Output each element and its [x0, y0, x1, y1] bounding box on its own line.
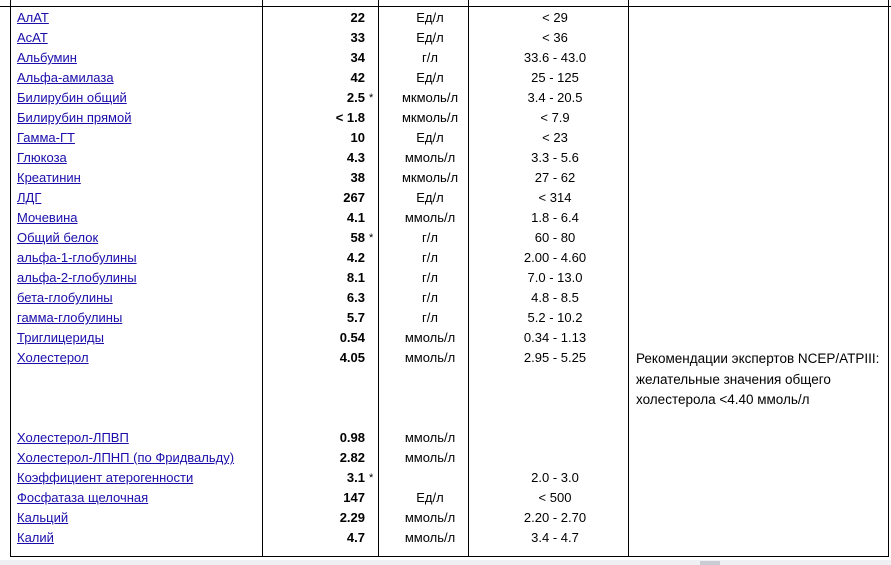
comment-cell — [635, 168, 891, 188]
out-of-range-flag — [369, 528, 385, 548]
comment-cell — [635, 448, 891, 468]
test-value: 0.54 — [339, 330, 365, 345]
out-of-range-flag — [369, 288, 385, 308]
test-unit: ммоль/л — [404, 330, 456, 345]
test-value: 4.1 — [346, 210, 365, 225]
out-of-range-flag — [369, 128, 385, 148]
reference-range: 4.8 - 8.5 — [531, 290, 579, 305]
table-row — [10, 468, 891, 488]
reference-range: 5.2 - 10.2 — [527, 310, 583, 325]
test-name-cell — [10, 288, 269, 308]
out-of-range-flag — [369, 68, 385, 88]
reference-range: 7.0 - 13.0 — [527, 270, 583, 285]
reference-range: < 29 — [542, 10, 568, 25]
comment-cell — [635, 328, 891, 348]
comment-cell — [635, 208, 891, 228]
test-name-link[interactable]: Альбумин — [17, 50, 77, 65]
comment-cell — [635, 268, 891, 288]
out-of-range-flag — [369, 308, 385, 328]
table-row — [10, 48, 891, 68]
test-name-link[interactable]: альфа-2-глобулины — [17, 270, 137, 285]
test-name-cell — [10, 248, 269, 268]
test-value: 58 — [350, 230, 365, 245]
table-row — [10, 188, 891, 208]
reference-range: 3.4 - 20.5 — [527, 90, 583, 105]
test-name-cell — [10, 188, 269, 208]
reference-range: < 23 — [542, 130, 568, 145]
comment-cell — [635, 148, 891, 168]
out-of-range-flag — [369, 488, 385, 508]
table-row — [10, 448, 891, 468]
comment-cell — [635, 468, 891, 488]
table-row — [10, 488, 891, 508]
test-name-cell — [10, 428, 269, 448]
test-value: 8.1 — [346, 270, 365, 285]
table-row — [10, 248, 891, 268]
comment-cell — [635, 128, 891, 148]
test-name-link[interactable]: Билирубин общий — [17, 90, 127, 105]
test-value: < 1.8 — [335, 110, 365, 125]
out-of-range-flag — [369, 188, 385, 208]
comment-cell — [635, 88, 891, 108]
test-value: 3.1 — [346, 470, 365, 485]
test-name-link[interactable]: Креатинин — [17, 170, 81, 185]
reference-range — [475, 448, 635, 468]
test-name-link[interactable]: Калий — [17, 530, 54, 545]
out-of-range-flag: * — [369, 92, 374, 104]
test-unit: г/л — [422, 290, 438, 305]
test-name-link[interactable]: Билирубин прямой — [17, 110, 132, 125]
test-unit: г/л — [422, 270, 438, 285]
comment-cell — [635, 248, 891, 268]
test-value: 4.3 — [346, 150, 365, 165]
table-row — [10, 508, 891, 528]
test-value: 0.98 — [339, 430, 365, 445]
test-name-cell — [10, 448, 269, 468]
test-value: 22 — [350, 10, 365, 25]
test-name-cell — [10, 528, 269, 548]
table-row — [10, 528, 891, 548]
comment-cell — [635, 508, 891, 528]
test-name-link[interactable]: АсАТ — [17, 30, 48, 45]
test-unit: ммоль/л — [404, 530, 456, 545]
out-of-range-flag — [369, 448, 385, 468]
reference-range — [475, 428, 635, 448]
table-row — [10, 268, 891, 288]
reference-range: 27 - 62 — [534, 170, 576, 185]
test-name-link[interactable]: Триглицериды — [17, 330, 104, 345]
test-unit: ммоль/л — [404, 430, 456, 445]
test-unit: Ед/л — [416, 70, 444, 85]
test-name-cell — [10, 488, 269, 508]
test-unit — [385, 468, 475, 488]
table-row — [10, 328, 891, 348]
comment-cell — [635, 528, 891, 548]
test-name-cell — [10, 468, 269, 488]
reference-range: < 36 — [542, 30, 568, 45]
test-value: 10 — [350, 130, 365, 145]
test-name-cell — [10, 28, 269, 48]
test-unit: ммоль/л — [404, 150, 456, 165]
reference-range: < 314 — [538, 190, 572, 205]
test-value: 4.05 — [339, 350, 365, 365]
test-name-cell — [10, 88, 269, 108]
table-row — [10, 148, 891, 168]
table-row — [10, 308, 891, 328]
reference-range: 3.3 - 5.6 — [531, 150, 579, 165]
results-table — [10, 8, 891, 548]
test-value: 2.29 — [339, 510, 365, 525]
test-value: 267 — [343, 190, 365, 205]
test-unit: мкмоль/л — [401, 170, 459, 185]
test-name-link[interactable]: Общий белок — [17, 230, 99, 245]
comment-cell — [635, 108, 891, 128]
test-name-cell — [10, 228, 269, 248]
test-name-link[interactable]: АлАТ — [17, 10, 49, 25]
test-name-link[interactable]: Гамма-ГТ — [17, 130, 75, 145]
out-of-range-flag — [369, 148, 385, 168]
out-of-range-flag — [369, 28, 385, 48]
test-name-link[interactable]: Альфа-амилаза — [17, 70, 114, 85]
test-name-link[interactable]: Глюкоза — [17, 150, 67, 165]
test-unit: г/л — [422, 310, 438, 325]
out-of-range-flag — [369, 508, 385, 528]
test-name-link[interactable]: альфа-1-глобулины — [17, 250, 137, 265]
test-name-cell — [10, 328, 269, 348]
table-row — [10, 8, 891, 28]
test-unit: г/л — [422, 230, 438, 245]
test-name-cell — [10, 48, 269, 68]
reference-range: 2.95 - 5.25 — [523, 350, 587, 365]
out-of-range-flag — [369, 328, 385, 348]
test-unit: мкмоль/л — [401, 90, 459, 105]
reference-range: 60 - 80 — [534, 230, 576, 245]
test-unit: ммоль/л — [404, 210, 456, 225]
reference-range: 3.4 - 4.7 — [531, 530, 579, 545]
out-of-range-flag — [369, 428, 385, 448]
test-value: 34 — [350, 50, 365, 65]
out-of-range-flag — [369, 248, 385, 268]
test-value: 4.2 — [346, 250, 365, 265]
test-value: 2.5 — [346, 90, 365, 105]
test-value: 5.7 — [346, 310, 365, 325]
test-unit: Ед/л — [416, 130, 444, 145]
out-of-range-flag: * — [369, 472, 374, 484]
test-name-cell — [10, 168, 269, 188]
reference-range: 2.20 - 2.70 — [523, 510, 587, 525]
cholesterol-recommendation-note: Рекомендации экспертов NCEP/ATPIII: желательные значения общего холестерола <4.40 ммоль/л — [636, 351, 880, 407]
test-name-cell — [10, 208, 269, 228]
table-row — [10, 108, 891, 128]
test-value: 2.82 — [339, 450, 365, 465]
test-name-link[interactable]: Холестерол-ЛПНП (по Фридвальду) — [17, 450, 235, 465]
table-row — [10, 28, 891, 48]
test-value: 147 — [343, 490, 365, 505]
reference-range: 33.6 - 43.0 — [523, 50, 587, 65]
test-unit: г/л — [422, 250, 438, 265]
reference-range: < 7.9 — [540, 110, 570, 125]
test-unit: Ед/л — [416, 30, 444, 45]
reference-range: 2.00 - 4.60 — [523, 250, 587, 265]
reference-range: 1.8 - 6.4 — [531, 210, 579, 225]
out-of-range-flag — [369, 108, 385, 128]
test-name-link[interactable]: Фосфатаза щелочная — [17, 490, 149, 505]
comment-cell — [635, 28, 891, 48]
comment-cell — [635, 48, 891, 68]
test-name-link[interactable]: бета-глобулины — [17, 290, 113, 305]
reference-range: 0.34 - 1.13 — [523, 330, 587, 345]
table-row — [10, 128, 891, 148]
comment-cell — [635, 68, 891, 88]
table-bottom-border — [10, 556, 889, 557]
table-row — [10, 88, 891, 108]
comment-cell — [635, 8, 891, 28]
table-top-border — [0, 0, 891, 7]
out-of-range-flag — [369, 348, 385, 368]
table-row — [10, 208, 891, 228]
test-unit: ммоль/л — [404, 450, 456, 465]
test-name-link[interactable]: Кальций — [17, 510, 69, 525]
test-unit: г/л — [422, 50, 438, 65]
out-of-range-flag — [369, 168, 385, 188]
comment-cell — [635, 428, 891, 448]
test-value: 6.3 — [346, 290, 365, 305]
comment-cell — [635, 288, 891, 308]
test-name-link[interactable]: ЛДГ — [17, 190, 42, 205]
test-unit: Ед/л — [416, 190, 444, 205]
test-name-link[interactable]: Холестерол — [17, 350, 89, 365]
test-name-cell — [10, 308, 269, 328]
test-name-link[interactable]: Холестерол-ЛПВП — [17, 430, 129, 445]
test-unit: Ед/л — [416, 490, 444, 505]
table-row — [10, 428, 891, 448]
out-of-range-flag — [369, 268, 385, 288]
out-of-range-flag — [369, 208, 385, 228]
test-name-cell — [10, 268, 269, 288]
test-name-cell — [10, 128, 269, 148]
test-value: 42 — [350, 70, 365, 85]
table-row — [10, 228, 891, 248]
test-value: 4.7 — [346, 530, 365, 545]
comment-cell — [635, 308, 891, 328]
test-name-link[interactable]: гамма-глобулины — [17, 310, 123, 325]
test-name-cell — [10, 108, 269, 128]
out-of-range-flag — [369, 48, 385, 68]
table-row — [10, 68, 891, 88]
out-of-range-flag: * — [369, 232, 374, 244]
table-row — [10, 168, 891, 188]
test-name-link[interactable]: Мочевина — [17, 210, 78, 225]
test-unit: Ед/л — [416, 10, 444, 25]
test-name-link[interactable]: Коэффициент атерогенности — [17, 470, 194, 485]
reference-range: 2.0 - 3.0 — [531, 470, 579, 485]
comment-cell — [635, 228, 891, 248]
table-row — [10, 288, 891, 308]
comment-cell — [635, 188, 891, 208]
reference-range: 25 - 125 — [531, 70, 579, 85]
out-of-range-flag — [369, 8, 385, 28]
test-name-cell — [10, 68, 269, 88]
scrollbar-track[interactable] — [0, 560, 891, 565]
test-unit: мкмоль/л — [401, 110, 459, 125]
test-name-cell — [10, 148, 269, 168]
test-unit: ммоль/л — [404, 510, 456, 525]
test-name-cell — [10, 348, 269, 368]
test-name-cell — [10, 8, 269, 28]
test-unit: ммоль/л — [404, 350, 456, 365]
test-value: 38 — [350, 170, 365, 185]
test-name-cell — [10, 508, 269, 528]
scrollbar-thumb[interactable] — [700, 561, 720, 565]
reference-range: < 500 — [538, 490, 572, 505]
comment-cell — [635, 488, 891, 508]
test-value: 33 — [350, 30, 365, 45]
